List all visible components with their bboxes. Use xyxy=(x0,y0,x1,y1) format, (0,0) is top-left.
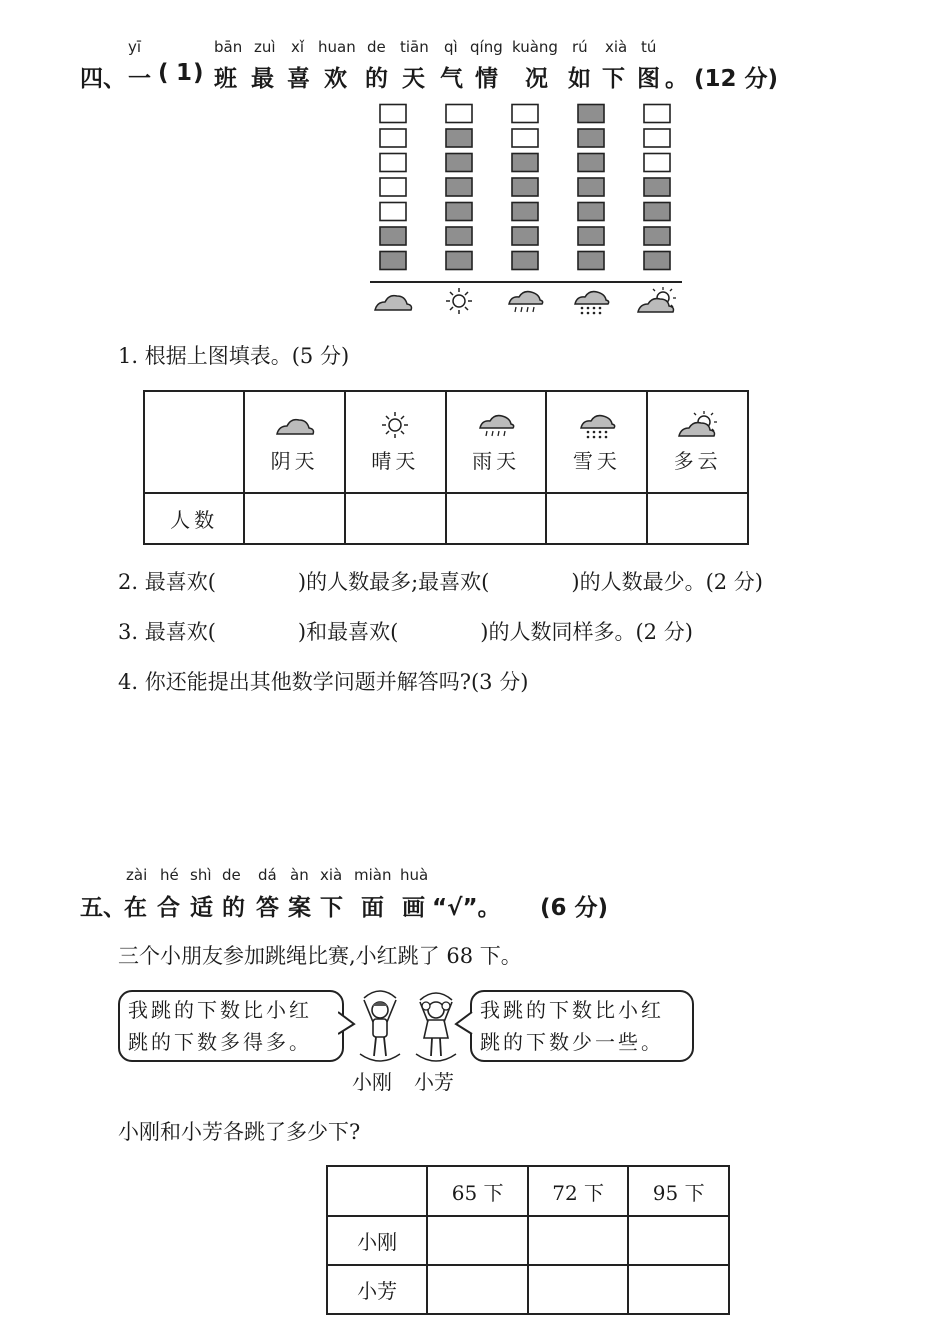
filled-box xyxy=(578,129,604,147)
filled-box xyxy=(446,154,472,172)
table-header-cell xyxy=(647,391,748,493)
title-char: 合 xyxy=(157,895,180,921)
title-char: 情 xyxy=(475,66,498,92)
partly-cloudy-icon xyxy=(638,287,676,312)
partly-cloudy-icon xyxy=(676,410,720,440)
pinyin: huan xyxy=(318,38,356,56)
weather-pictograph xyxy=(360,100,690,320)
kid-name-left: 小刚 xyxy=(352,1070,392,1094)
filled-box xyxy=(578,178,604,196)
bubble-line: 跳的下数少一些。 xyxy=(480,1030,664,1054)
title-char: 在 xyxy=(124,895,147,921)
title-char: 的 xyxy=(365,66,388,92)
question-1: 1. 根据上图填表。(5 分) xyxy=(118,344,350,368)
empty-box xyxy=(380,178,406,196)
pinyin: kuàng xyxy=(512,38,558,56)
bubble-line: 我跳的下数比小红 xyxy=(128,998,312,1022)
empty-box xyxy=(644,105,670,123)
empty-box xyxy=(512,129,538,147)
filled-box xyxy=(578,105,604,123)
title-char: 喜 xyxy=(287,66,310,92)
sunny-icon xyxy=(446,288,472,314)
empty-box xyxy=(644,154,670,172)
question-2 xyxy=(118,566,763,596)
check-cell[interactable] xyxy=(628,1216,729,1265)
intro-text: 三个小朋友参加跳绳比赛,小红跳了 68 下。 xyxy=(118,944,522,968)
filled-box xyxy=(578,227,604,245)
title-char: 班 xyxy=(214,66,237,92)
pinyin: hé xyxy=(160,866,179,884)
table-header-label: 多云 xyxy=(673,449,722,473)
section-number: 五、 xyxy=(80,895,126,921)
title-score: (12 分) xyxy=(694,66,779,92)
pinyin: de xyxy=(367,38,386,56)
question-4: 4. 你还能提出其他数学问题并解答吗?(3 分) xyxy=(118,670,529,694)
title-char: 欢 xyxy=(324,66,347,92)
bubble-line: 我跳的下数比小红 xyxy=(480,998,664,1022)
bubble-line: 跳的下数多得多。 xyxy=(128,1030,312,1054)
table-row-label: 小芳 xyxy=(327,1265,427,1314)
answer-cell[interactable] xyxy=(446,493,547,544)
question-3-part: )和最喜欢( xyxy=(297,620,399,644)
question-3 xyxy=(118,616,693,646)
pinyin: yī xyxy=(128,38,142,56)
table-header-label: 阴天 xyxy=(270,449,319,473)
filled-box xyxy=(512,227,538,245)
title-char: 案 xyxy=(288,895,311,921)
check-cell[interactable] xyxy=(528,1265,629,1314)
filled-box xyxy=(446,203,472,221)
boy-jumping-rope-icon xyxy=(356,990,404,1064)
pinyin: de xyxy=(222,866,241,884)
table-corner-cell xyxy=(327,1166,427,1216)
title-char: 答 xyxy=(256,895,279,921)
title-char: 如 xyxy=(568,66,591,92)
weather-table xyxy=(143,390,749,545)
answer-cell[interactable] xyxy=(546,493,647,544)
filled-box xyxy=(578,203,604,221)
title-char: 一 xyxy=(128,66,151,92)
filled-box xyxy=(446,178,472,196)
title-score: (6 分) xyxy=(540,895,609,921)
answer-cell[interactable] xyxy=(244,493,345,544)
sunny-icon xyxy=(373,410,417,440)
title-char: 1 xyxy=(176,60,193,86)
title-char: 面 xyxy=(361,895,384,921)
question-2-part: )的人数最多;最喜欢( xyxy=(297,570,490,594)
jump-rope-table xyxy=(326,1165,730,1315)
cloudy-icon xyxy=(273,410,317,440)
title-char: 图 xyxy=(637,66,660,92)
title-char: 气 xyxy=(440,66,463,92)
table-corner-cell xyxy=(144,391,244,493)
table-header-cell: 72 下 xyxy=(528,1166,629,1216)
pinyin: huà xyxy=(400,866,429,884)
pinyin: qì xyxy=(444,38,458,56)
title-char: 画 xyxy=(402,895,425,921)
filled-box xyxy=(446,252,472,270)
snowy-icon xyxy=(575,410,619,440)
title-char: 下 xyxy=(602,66,625,92)
filled-box xyxy=(644,227,670,245)
pinyin: tiān xyxy=(400,38,429,56)
pinyin: tú xyxy=(641,38,657,56)
title-char: 适 xyxy=(190,895,213,921)
filled-box xyxy=(512,252,538,270)
question-3-part: )的人数同样多。(2 分) xyxy=(480,620,693,644)
pinyin: àn xyxy=(290,866,309,884)
title-checkmark: “√”。 xyxy=(432,895,501,921)
pinyin: bān xyxy=(214,38,243,56)
table-header-label: 晴天 xyxy=(371,449,420,473)
rainy-icon xyxy=(509,292,543,312)
check-cell[interactable] xyxy=(628,1265,729,1314)
title-char: ( xyxy=(158,60,169,86)
table-header-cell xyxy=(244,391,345,493)
speech-bubble-right xyxy=(470,990,694,1062)
answer-cell[interactable] xyxy=(647,493,748,544)
title-char: 最 xyxy=(251,66,274,92)
title-char: 的 xyxy=(222,895,245,921)
title-char: ) xyxy=(193,60,204,86)
question-text: 小刚和小芳各跳了多少下? xyxy=(118,1120,361,1144)
empty-box xyxy=(380,129,406,147)
pinyin: xǐ xyxy=(291,38,305,56)
table-header-cell xyxy=(446,391,547,493)
snowy-icon xyxy=(575,292,609,315)
title-char: 。 xyxy=(665,66,688,92)
check-cell[interactable] xyxy=(528,1216,629,1265)
filled-box xyxy=(512,203,538,221)
pinyin: xià xyxy=(320,866,343,884)
check-cell[interactable] xyxy=(427,1216,528,1265)
table-header-cell xyxy=(345,391,446,493)
pinyin: zuì xyxy=(254,38,276,56)
kid-name-right: 小芳 xyxy=(414,1070,454,1094)
filled-box xyxy=(446,227,472,245)
title-char: 下 xyxy=(320,895,343,921)
pinyin: shì xyxy=(190,866,212,884)
filled-box xyxy=(644,252,670,270)
question-2-part: )的人数最少。(2 分) xyxy=(571,570,763,594)
filled-box xyxy=(644,178,670,196)
pinyin: rú xyxy=(572,38,588,56)
section-number: 四、 xyxy=(80,66,126,92)
table-header-cell xyxy=(546,391,647,493)
empty-box xyxy=(446,105,472,123)
bubble-tail-left xyxy=(338,1010,358,1038)
filled-box xyxy=(512,154,538,172)
question-2-part: 2. 最喜欢( xyxy=(118,570,216,594)
answer-cell[interactable] xyxy=(345,493,446,544)
filled-box xyxy=(578,252,604,270)
filled-box xyxy=(380,252,406,270)
speech-bubble-left xyxy=(118,990,344,1062)
empty-box xyxy=(380,154,406,172)
check-cell[interactable] xyxy=(427,1265,528,1314)
question-3-part: 3. 最喜欢( xyxy=(118,620,216,644)
cloudy-icon xyxy=(375,296,412,310)
pinyin: dá xyxy=(258,866,277,884)
rainy-icon xyxy=(474,410,518,440)
filled-box xyxy=(446,129,472,147)
table-row-label: 人数 xyxy=(144,493,244,544)
table-header-cell: 65 下 xyxy=(427,1166,528,1216)
pinyin: miàn xyxy=(354,866,392,884)
filled-box xyxy=(578,154,604,172)
empty-box xyxy=(644,129,670,147)
pinyin: qíng xyxy=(470,38,503,56)
filled-box xyxy=(380,227,406,245)
title-char: 天 xyxy=(402,66,425,92)
table-header-cell: 95 下 xyxy=(628,1166,729,1216)
table-row-label: 小刚 xyxy=(327,1216,427,1265)
pinyin: xià xyxy=(605,38,628,56)
empty-box xyxy=(512,105,538,123)
pinyin: zài xyxy=(126,866,148,884)
filled-box xyxy=(512,178,538,196)
title-char: 况 xyxy=(525,66,548,92)
empty-box xyxy=(380,105,406,123)
girl-jumping-rope-icon xyxy=(412,990,460,1064)
empty-box xyxy=(380,203,406,221)
table-header-label: 雨天 xyxy=(472,449,521,473)
table-header-label: 雪天 xyxy=(572,449,621,473)
filled-box xyxy=(644,203,670,221)
